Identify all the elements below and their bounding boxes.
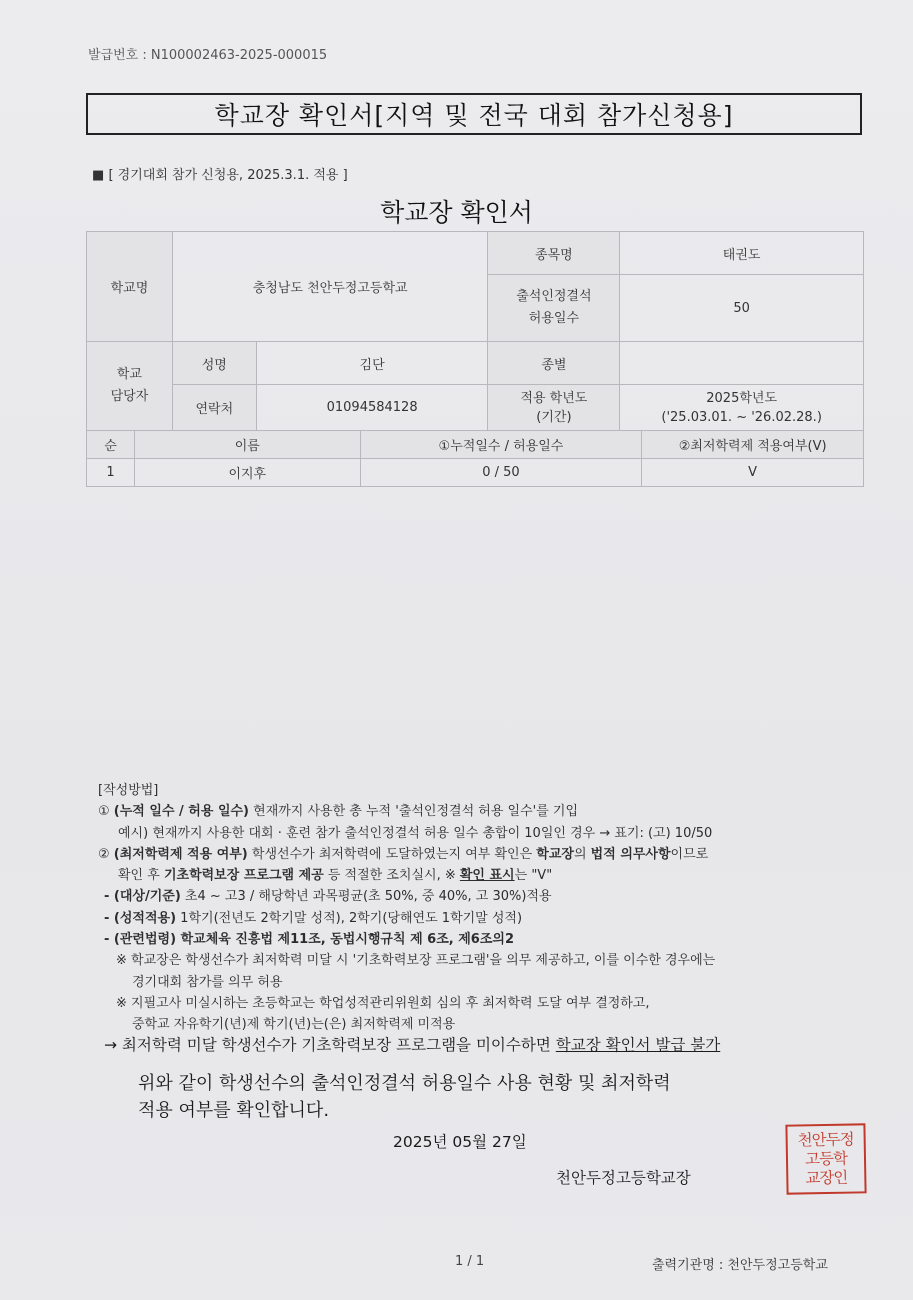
guide-text-7: 학교체육 진흥법 제11조, 동법시행규칙 제 6조, 제6조의2	[176, 932, 514, 948]
manager-label-line2: 담당자	[110, 389, 149, 404]
guide-bold-1: (누적 일수 / 허용 일수)	[113, 804, 249, 820]
main-title-box	[86, 93, 862, 135]
absence-label-line2: 허용일수	[528, 311, 579, 326]
note-marker: ■	[92, 168, 105, 183]
seal-line-2: 고등학	[804, 1149, 848, 1168]
issuance-warning	[104, 1033, 720, 1055]
absence-label	[488, 275, 620, 342]
guide-text-4e: 는 "V"	[514, 868, 553, 884]
category-value	[620, 342, 864, 385]
guide-line-7	[98, 929, 715, 950]
note-text: [ 경기대회 참가 신청용, 2025.3.1. 적용 ]	[108, 168, 348, 183]
guide-bold-6: - (성적적용)	[104, 910, 177, 926]
school-info-table	[86, 231, 864, 431]
guide-text-6: 1학기(전년도 2학기말 성적), 2학기(당해연도 1학기말 성적)	[176, 910, 523, 926]
manager-label-line1: 학교	[116, 367, 142, 382]
guide-bold-5: - (대상/기준)	[104, 889, 181, 905]
year-value-line1: 2025학년도	[706, 390, 778, 406]
issue-date: 2025년 05월 27일	[393, 1133, 527, 1151]
absence-label-line1: 출석인정결석	[516, 289, 592, 304]
guide-text-4c: 등 적절한 조치실시, ※	[323, 868, 460, 884]
principal-title: 천안두정고등학교장	[556, 1169, 691, 1187]
row-no: 1	[87, 459, 135, 487]
col-header-days: ①누적일수 / 허용일수	[360, 431, 642, 459]
official-seal	[785, 1123, 866, 1194]
col-header-applied: ②최저학력제 적용여부(V)	[642, 431, 864, 459]
guide-line-6	[98, 908, 715, 929]
contact-label: 연락처	[172, 385, 256, 431]
guide-bold-7: - (관련법령)	[104, 932, 177, 948]
guide-text-5: 초4 ~ 고3 / 해당학년 과목평균(초 50%, 중 40%, 고 30%)적용	[180, 889, 552, 905]
guide-line-10: ※ 지필고사 미실시하는 초등학교는 학업성적관리위원회 심의 후 최저학력 도달 여부 결정하고,	[116, 995, 650, 1011]
guide-line-8: ※ 학교장은 학생선수가 최저학력 미달 시 '기초학력보장 프로그램'을 의무 제공하고, 이를 이수한 경우에는	[116, 953, 716, 969]
manager-label	[87, 342, 173, 431]
application-note	[92, 164, 348, 183]
sub-title: 학교장 확인서	[380, 198, 533, 227]
name-value: 김단	[256, 342, 488, 385]
guide-bold-3b: 학교장	[536, 846, 574, 862]
printing-institution: 출력기관명 : 천안두정고등학교	[652, 1258, 828, 1273]
year-label-line2: (기간)	[536, 409, 572, 425]
student-table	[86, 430, 864, 487]
category-label: 종별	[488, 342, 620, 385]
guide-text-4a: 확인 후	[118, 868, 164, 884]
col-header-name: 이름	[134, 431, 360, 459]
confirmation-statement	[138, 1070, 671, 1124]
guide-line-11: 중학교 자유학기(년)제 학기(년)는(은) 최저학력제 미적용	[132, 1017, 456, 1033]
year-value-line2: ('25.03.01. ~ '26.02.28.)	[661, 409, 822, 425]
guide-text-1: 현재까지 사용한 총 누적 '출석인정결석 허용 일수'를 기입	[249, 804, 579, 820]
row-name: 이지후	[134, 459, 360, 487]
main-title: 학교장 확인서[지역 및 전국 대회 참가신청용]	[214, 101, 734, 130]
guide-underline-4d: 확인 표시	[459, 868, 515, 884]
guide-text-3e: 이므로	[670, 846, 709, 862]
warning-underlined: 학교장 확인서 발급 불가	[555, 1036, 721, 1054]
guide-line-4	[98, 865, 715, 886]
row-days: 0 / 50	[360, 459, 642, 487]
guide-num-1: ①	[98, 804, 110, 820]
row-applied: V	[642, 459, 864, 487]
guide-line-2: 예시) 현재까지 사용한 대회 · 훈련 참가 출석인정결석 허용 일수 총합이 10일인 경우 → 표기: (고) 10/50	[118, 825, 713, 841]
table-row	[87, 459, 864, 487]
guide-bold-4b: 기초학력보장 프로그램 제공	[163, 868, 324, 884]
guide-line-5	[98, 886, 715, 907]
event-value: 태권도	[620, 232, 864, 275]
writing-guide	[98, 780, 715, 1036]
year-value	[620, 385, 864, 431]
year-label	[488, 385, 620, 431]
confirmation-line-2: 적용 여부를 확인합니다.	[138, 1100, 330, 1121]
contact-value: 01094584128	[256, 385, 488, 431]
year-label-line1: 적용 학년도	[520, 390, 588, 406]
guide-text-3c: 의	[573, 846, 591, 862]
guide-bold-4d	[460, 868, 515, 883]
warning-text: → 최저학력 미달 학생선수가 기초학력보장 프로그램을 미이수하면	[104, 1036, 556, 1054]
absence-value: 50	[620, 275, 864, 342]
col-header-no: 순	[87, 431, 135, 459]
event-label: 종목명	[488, 232, 620, 275]
school-value: 충청남도 천안두정고등학교	[172, 232, 488, 342]
guide-bold-3: (최저학력제 적용 여부)	[113, 846, 248, 862]
school-label: 학교명	[87, 232, 173, 342]
issue-number: 발급번호 : N100002463-2025-000015	[88, 48, 328, 63]
confirmation-line-1: 위와 같이 학생선수의 출석인정결석 허용일수 사용 현황 및 최저학력	[138, 1073, 671, 1094]
guide-num-2: ②	[98, 846, 110, 862]
guide-line-3	[98, 844, 715, 865]
name-label: 성명	[172, 342, 256, 385]
guide-bold-3d: 법적 의무사항	[590, 846, 671, 862]
page-number: 1 / 1	[455, 1254, 485, 1269]
guide-line-9: 경기대회 참가를 의무 허용	[132, 974, 283, 990]
guide-line-1	[98, 801, 715, 822]
seal-line-1: 천안두정	[797, 1130, 854, 1149]
guide-title: [작성방법]	[98, 783, 159, 798]
seal-line-3: 교장인	[805, 1168, 848, 1187]
guide-text-3a: 학생선수가 최저학력에 도달하였는지 여부 확인은	[247, 846, 537, 862]
